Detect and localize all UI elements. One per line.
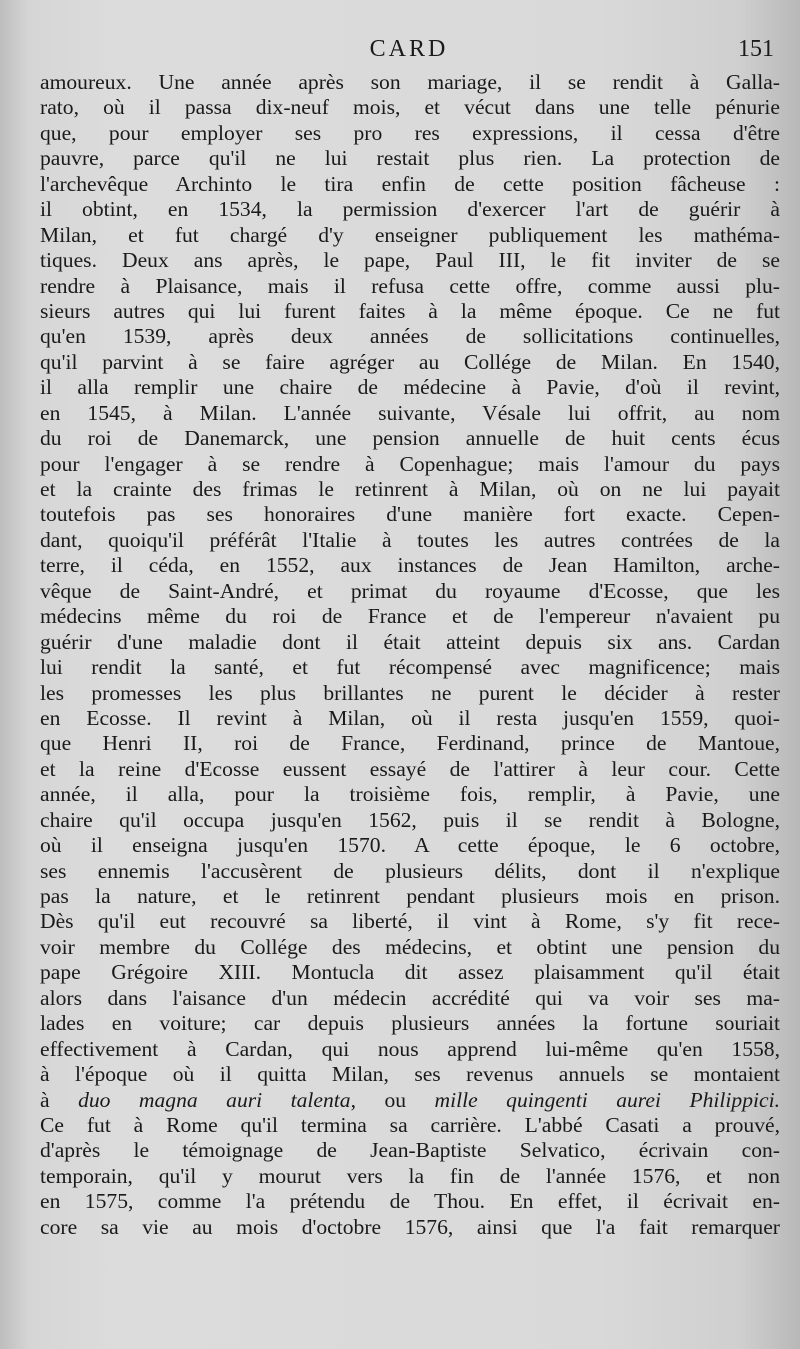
- text-line: tiques. Deux ans après, le pape, Paul III, le fit inviter de se: [40, 248, 780, 273]
- text-line: core sa vie au mois d'octobre 1576, ainsi que l'a fait remarquer: [40, 1214, 780, 1239]
- italic-line-prefix: à: [40, 1087, 79, 1112]
- latin-phrase-2: mille quingenti aurei Philippici.: [434, 1087, 780, 1112]
- text-line: amoureux. Une année après son mariage, il se rendit à Galla-: [40, 70, 780, 94]
- latin-phrase-1: duo magna auri talenta: [78, 1087, 351, 1112]
- text-line: ses ennemis l'accusèrent de plusieurs délits, dont il n'explique: [40, 858, 780, 883]
- text-line: en Ecosse. Il revint à Milan, où il resta jusqu'en 1559, quoi-: [40, 705, 780, 730]
- text-line: pour l'engager à se rendre à Copenhague; mais l'amour du pays: [40, 451, 780, 476]
- text-line: Milan, et fut chargé d'y enseigner publiquement les mathéma-: [40, 222, 780, 247]
- text-line: en 1545, à Milan. L'année suivante, Vésale lui offrit, au nom: [40, 400, 780, 425]
- text-line: pas la nature, et le retinrent pendant plusieurs mois en prison.: [40, 884, 780, 908]
- text-line: rato, où il passa dix-neuf mois, et vécut dans une telle pénurie: [40, 95, 780, 120]
- running-head: CARD: [369, 36, 449, 62]
- text-line: vêque de Saint-André, et primat du royaume d'Ecosse, que les: [40, 578, 780, 603]
- text-line: rendre à Plaisance, mais il refusa cette offre, comme aussi plu-: [40, 273, 780, 298]
- text-line: temporain, qu'il y mourut vers la fin de l'année 1576, et non: [40, 1163, 780, 1188]
- text-line: Dès qu'il eut recouvré sa liberté, il vint à Rome, s'y fit rece-: [40, 909, 780, 934]
- text-line: en 1575, comme l'a prétendu de Thou. En effet, il écrivait en-: [40, 1189, 780, 1214]
- text-line: année, il alla, pour la troisième fois, remplir, à Pavie, une: [40, 782, 780, 807]
- text-line: qu'il parvint à se faire agréger au Collége de Milan. En 1540,: [40, 349, 780, 374]
- text-line: du roi de Danemarck, une pension annuelle de huit cents écus: [40, 426, 780, 451]
- text-line: chaire qu'il occupa jusqu'en 1562, puis il se rendit à Bologne,: [40, 807, 780, 832]
- text-line: et la crainte des frimas le retinrent à Milan, où on ne lui payait: [40, 477, 780, 501]
- text-line: Ce fut à Rome qu'il termina sa carrière. L'abbé Casati a prouvé,: [40, 1112, 780, 1137]
- text-line: toutefois pas ses honoraires d'une manière fort exacte. Cepen-: [40, 502, 780, 527]
- text-line: pape Grégoire XIII. Montucla dit assez plaisamment qu'il était: [40, 960, 780, 985]
- text-line: à l'époque où il quitta Milan, ses revenus annuels se montaient: [40, 1062, 780, 1087]
- page-header: [40, 36, 778, 70]
- text-line: lades en voiture; car depuis plusieurs années la fortune souriait: [40, 1011, 780, 1036]
- text-line: alors dans l'aisance d'un médecin accrédité qui va voir ses ma-: [40, 985, 780, 1010]
- text-line: lui rendit la santé, et fut récompensé avec magnificence; mais: [40, 655, 780, 680]
- text-line: les promesses les plus brillantes ne purent le décider à rester: [40, 680, 780, 705]
- text-line: et la reine d'Ecosse eussent essayé de l'attirer à leur cour. Cette: [40, 756, 780, 781]
- text-line: que Henri II, roi de France, Ferdinand, prince de Mantoue,: [40, 731, 780, 756]
- page-number: 151: [738, 36, 774, 62]
- text-line: il obtint, en 1534, la permission d'exercer l'art de guérir à: [40, 197, 780, 222]
- text-line: il alla remplir une chaire de médecine à Pavie, d'où il revint,: [40, 375, 780, 400]
- text-line: médecins même du roi de France et de l'empereur n'avaient pu: [40, 604, 780, 629]
- text-line: d'après le témoignage de Jean-Baptiste Selvatico, écrivain con-: [40, 1138, 780, 1163]
- text-line: guérir d'une maladie dont il était atteint depuis six ans. Cardan: [40, 629, 780, 654]
- text-line: l'archevêque Archinto le tira enfin de cette position fâcheuse :: [40, 171, 780, 196]
- text-line-italic: [40, 1088, 780, 1113]
- italic-line-middle: , ou: [350, 1087, 435, 1112]
- text-line: dant, quoiqu'il préférât l'Italie à toutes les autres contrées de la: [40, 527, 780, 552]
- text-line: terre, il céda, en 1552, aux instances de Jean Hamilton, arche-: [40, 553, 780, 578]
- text-line: où il enseigna jusqu'en 1570. A cette époque, le 6 octobre,: [40, 833, 780, 858]
- text-line: effectivement à Cardan, qui nous apprend lui-même qu'en 1558,: [40, 1036, 780, 1061]
- text-line: que, pour employer ses pro res expressions, il cessa d'être: [40, 120, 780, 145]
- body-text: [40, 70, 780, 1240]
- text-line: qu'en 1539, après deux années de sollicitations continuelles,: [40, 324, 780, 349]
- text-line: sieurs autres qui lui furent faites à la même époque. Ce ne fut: [40, 298, 780, 323]
- text-line: voir membre du Collége des médecins, et obtint une pension du: [40, 934, 780, 959]
- text-line: pauvre, parce qu'il ne lui restait plus rien. La protection de: [40, 146, 780, 171]
